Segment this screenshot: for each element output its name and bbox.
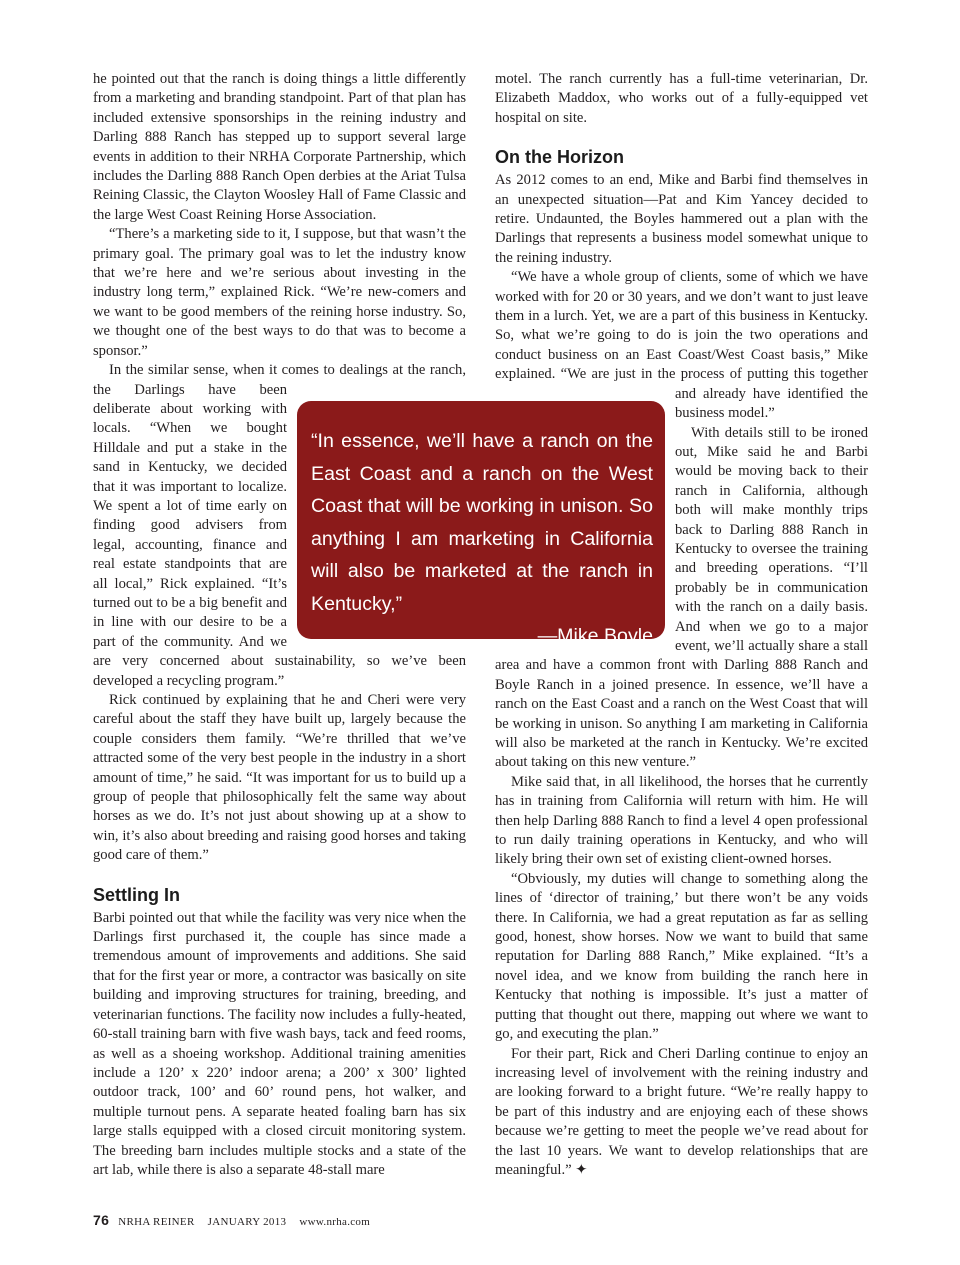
issue-date: JANUARY 2013: [207, 1216, 287, 1228]
body-paragraph: As 2012 comes to an end, Mike and Barbi find themselves in an unexpected situation—Pat and Kim Yancey decided to retire. Undaunted, the Boyles hammered out a plan with the Darlings that represents a business model somewhat unique to the reining industry.: [495, 172, 868, 266]
pull-quote: [297, 401, 665, 647]
pull-quote-text: “In essence, we’ll have a ranch on the East Coast and a ranch on the West Coast that will be working in unison. So anything I am marketing in California will also be marketed at the ranch in Kentucky,”: [311, 430, 653, 615]
body-paragraph: Barbi pointed out that while the facility was very nice when the Darlings first purchased it, the couple has since made a tremendous amount of improvements and additions. She said that for the first year or more, a contractor was basically on site building and improving structures for training, breeding, and veterinarian functions. The facility now includes a fully-heated, 60-stall training barn with five wash bays, tack and feed rooms, as well as a shoeing workshop. Additional training amenities include a 120’ x 220’ indoor arena; a 200’ x 300’ lighted outdoor track, 100’ and 60’ round pens, hot walker, and multiple turnout pens. A separate heated foaling barn has six large stalls equipped with a closed circuit monitoring system. The breeding barn includes multiple stocks and a state of the art lab, while there is also a separate 48-stall mare: [93, 909, 466, 1178]
page-number: 76: [93, 1212, 110, 1228]
body-paragraph: “We have a whole group of clients, some of which we have worked with for 20 or 30 years, and we don’t want to just leave them in a lurch. Yet, we are a part of this business in Kentucky. So, what we’re going to do is join the two operations and conduct business on an East Coast/West Coast basis,” Mike explained. “We are just in the process of putting this together and already have identified the business model.”: [495, 269, 868, 422]
body-paragraph: In the similar sense, when it comes to dealings at the ranch, the Darlings have been deliberate about working with locals. “When we bought Hilldale and put a stake in the sand in Kentucky, we decided that it was important to localize. We spent a lot of time early on finding good advisers from legal, accounting, finance and real estate standpoints that are all local,” Rick explained. “It’s turned out to be a big benefit and in line with our desire to be a part of the community. And we are very concerned about sustainability, so we’ve been developed a recycling program.”: [93, 362, 466, 689]
body-paragraph: “Obviously, my duties will change to something along the lines of ‘director of training,’ but there won’t be any voids there. In California, we had a great reputation as far as selling good, honest, show horses. Now we want to build that same reputation for Darling 888 Ranch,” Mike explained. “It’s a novel idea, and we know from building the ranch here in Kentucky that nothing is impossible. It’s just a matter of putting that thought out there, mapping out where we want to go, and executing the plan.”: [495, 870, 868, 1043]
body-paragraph: motel. The ranch currently has a full-time veterinarian, Dr. Elizabeth Maddox, who works out of a fully-equipped vet hospital on site.: [495, 71, 868, 126]
publication-name: NRHA REINER: [118, 1216, 195, 1228]
body-paragraph: For their part, Rick and Cheri Darling continue to enjoy an increasing level of involvement with the reining industry and are looking forward to a bright future. “We’re really happy to be part of this industry and are enjoying each of these shows because we’re getting to meet the people we’ve read about for the last 10 years. We want to develop relationships that are meaningful.” ✦: [495, 1045, 868, 1178]
body-paragraph: “There’s a marketing side to it, I suppose, but that wasn’t the primary goal. The primary goal was to let the industry know that we’re here and we’re serious about investing in the industry long term,” explained Rick. “We’re new-comers and we want to be good members of the reining horse industry. So, we thought one of the best ways to do that was to become a sponsor.”: [93, 226, 466, 359]
body-paragraph: he pointed out that the ranch is doing things a little differently from a marketing and branding standpoint. Part of that plan has included extensive sponsorships in the reining industry and Darling 888 Ranch has stepped up to support several large events in addition to their NRHA Corporate Partnership, which includes the Darling 888 Ranch Open derbies at the Ariat Tulsa Reining Classic, the Clayton Woosley Hall of Fame Classic and the large West Coast Reining Horse Association.: [93, 71, 466, 223]
body-paragraph: Rick continued by explaining that he and Cheri were very careful about the staff they have built up, largely because the couple considers them family. “We’re thrilled that we’ve attracted some of the very best people in the industry in a short amount of time,” he said. “It was important for us to build up a group of people that philosophically felt the same way about horses as we do. It’s not just about showing up at a show to win, it’s also about breeding and raising good horses and taking good care of them.”: [93, 692, 466, 864]
page-footer: [93, 1212, 380, 1228]
section-heading: Settling In: [93, 884, 180, 905]
website: www.nrha.com: [299, 1216, 371, 1228]
body-paragraph: Mike said that, in all likelihood, the horses that he currently has in training from California will return with him. He will then help Darling 888 Ranch to find a level 4 open professional to run daily training operations in Kentucky, and who will likely bring their own set of existing client-owned horses.: [495, 773, 868, 868]
pull-quote-attribution: —Mike Boyle: [537, 625, 653, 647]
body-paragraph: With details still to be ironed out, Mike said he and Barbi would be moving back to their ranch in California, although both will make monthly trips back to Darling 888 Ranch in Kentucky to oversee the training and breeding operations. “I’ll probably be in communication with the ranch on a daily basis. And when we go to a major event, we’ll actually share a stall area and have a common front with Darling 888 Ranch and Boyle Ranch in a joined presence. In essence, we’ll have a ranch on the East Coast and a ranch on the West Coast that will be working in unison. So anything I am marketing in California will also be marketed at the ranch in Kentucky. We’re excited about taking on this new venture.”: [495, 424, 868, 771]
section-heading: On the Horizon: [495, 147, 624, 168]
